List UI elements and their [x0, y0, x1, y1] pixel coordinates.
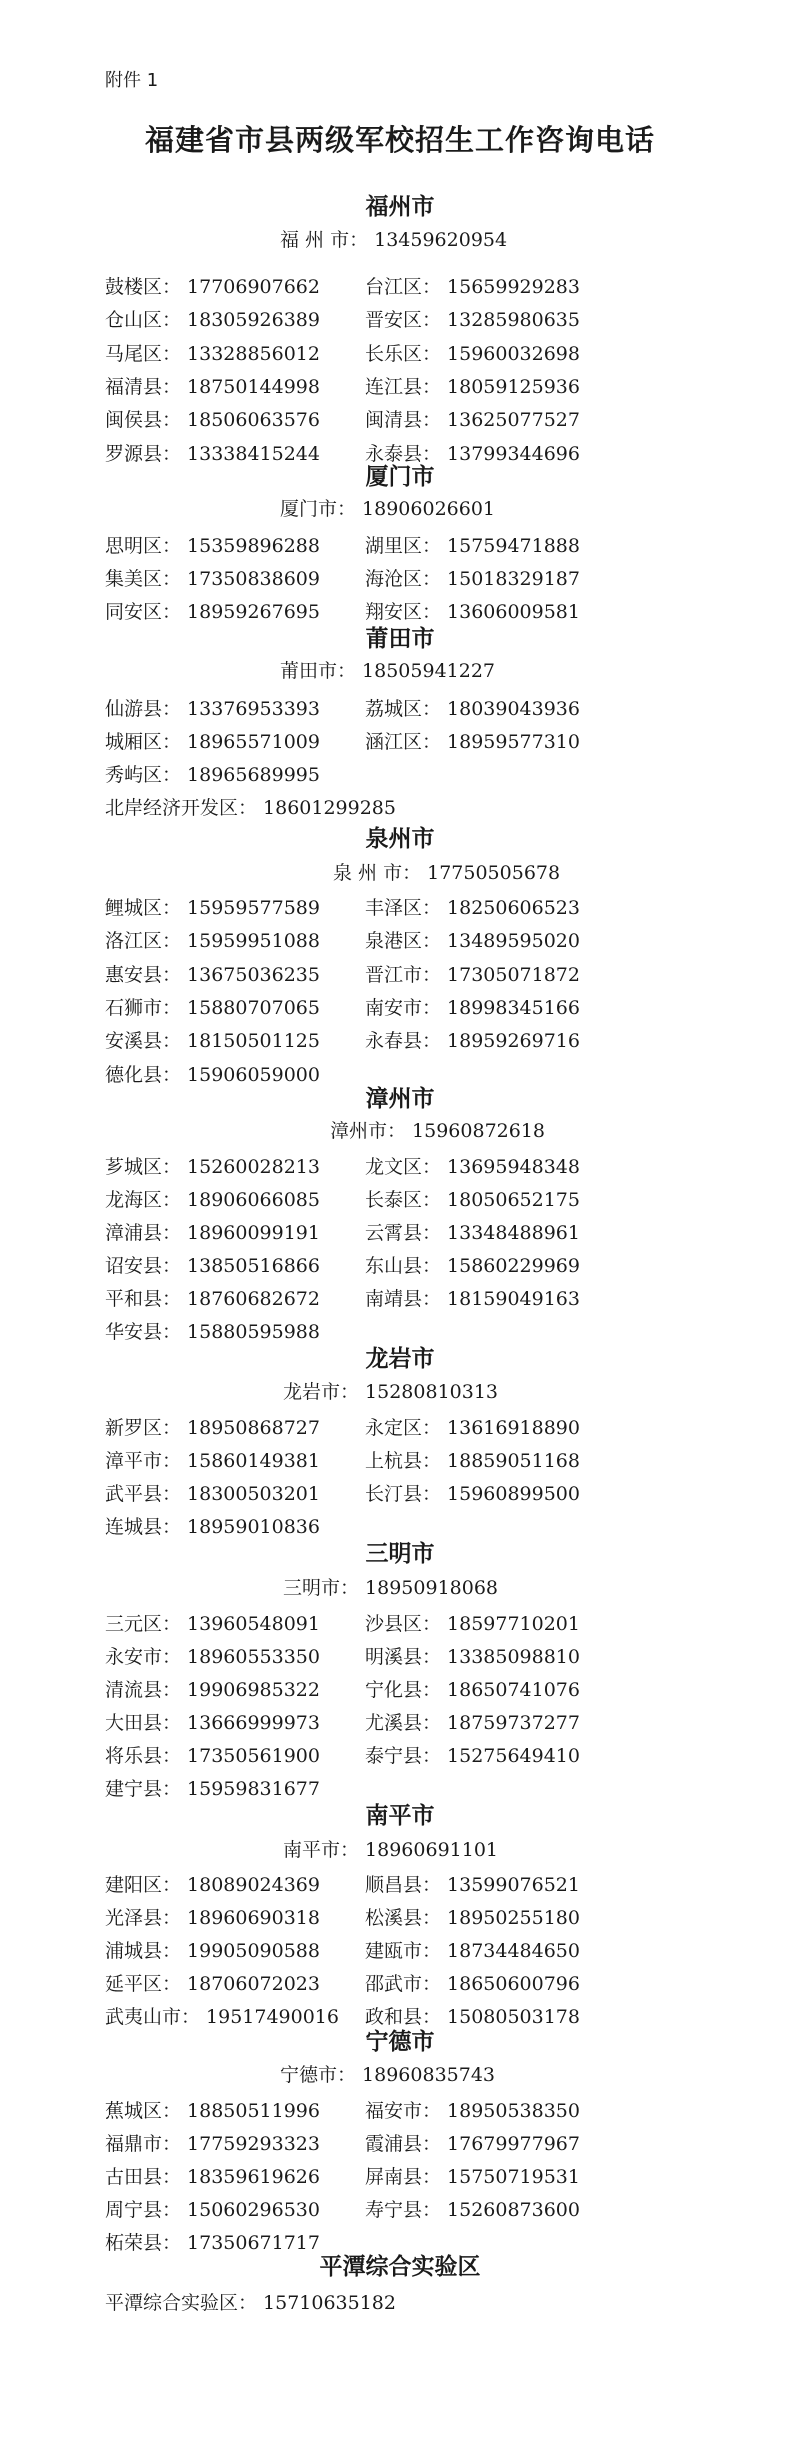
phone-number: 18760682672 [187, 1288, 320, 1310]
contact-entry [365, 926, 580, 953]
phone-number: 18359619626 [187, 2166, 320, 2188]
contact-entry [105, 2288, 396, 2315]
district-name: 平和县： [105, 1288, 182, 1310]
contact-entry [105, 405, 320, 432]
contact-entry [365, 1413, 580, 1440]
phone-number: 13348488961 [447, 1222, 580, 1244]
district-name: 武平县： [105, 1483, 182, 1505]
contact-entry [105, 960, 320, 987]
district-name: 晋江市： [365, 963, 442, 986]
district-name: 鼓楼区： [105, 276, 182, 298]
phone-number: 15906059000 [187, 1063, 320, 1086]
contact-entry [365, 1936, 580, 1963]
phone-number: 17305071872 [447, 963, 580, 986]
district-name: 秀屿区： [105, 764, 182, 786]
phone-number: 18706072023 [187, 1973, 320, 1995]
district-name: 三元区： [105, 1613, 182, 1635]
district-name: 永安市： [105, 1646, 182, 1668]
contact-entry [105, 372, 320, 399]
region-title: 平潭综合实验区 [319, 2253, 481, 2280]
contact-entry [365, 1251, 580, 1278]
phone-number: 18950255180 [447, 1907, 580, 1929]
city-phone-line: 漳州市： 15960872618 [330, 1120, 546, 1142]
district-name: 仓山区： [105, 309, 182, 332]
region-title: 福州市 [365, 193, 435, 220]
phone-number: 17679977967 [447, 2133, 580, 2155]
district-name: 台江区： [365, 276, 442, 298]
contact-entry [365, 1479, 580, 1506]
region-title: 南平市 [365, 1802, 435, 1829]
phone-number: 18506063576 [187, 409, 320, 432]
contact-entry [365, 1708, 580, 1735]
district-name: 龙海区： [105, 1189, 182, 1211]
district-name: 北岸经济开发区： [105, 797, 258, 819]
phone-number: 15260873600 [447, 2199, 580, 2221]
district-name: 周宁县： [105, 2199, 182, 2221]
district-name: 闽清县： [365, 409, 442, 432]
district-name: 蕉城区： [105, 2100, 182, 2122]
district-name: 长乐区： [365, 342, 442, 365]
contact-entry [105, 1251, 320, 1278]
phone-number: 17759293323 [187, 2133, 320, 2155]
contact-entry [105, 531, 320, 558]
region-title: 龙岩市 [365, 1345, 435, 1372]
district-name: 翔安区： [365, 601, 442, 623]
phone-number: 18750144998 [187, 375, 320, 398]
phone-number: 13666999973 [187, 1712, 320, 1734]
district-name: 寿宁县： [365, 2199, 442, 2221]
phone-number: 15960032698 [447, 342, 580, 365]
phone-number: 19517490016 [206, 2006, 339, 2028]
contact-entry [105, 1642, 320, 1669]
contact-entry [365, 1446, 580, 1473]
contact-entry [105, 893, 320, 920]
contact-entry [105, 727, 320, 754]
district-name: 安溪县： [105, 1030, 182, 1053]
contact-entry [105, 993, 320, 1020]
phone-number: 15710635182 [263, 2292, 396, 2314]
region-title: 漳州市 [365, 1085, 435, 1112]
phone-number: 18050652175 [447, 1189, 580, 1211]
phone-number: 18959010836 [187, 1516, 320, 1538]
phone-number: 13960548091 [187, 1613, 320, 1635]
district-name: 永泰县： [365, 442, 442, 465]
district-name: 尤溪县： [365, 1712, 442, 1734]
phone-number: 15959951088 [187, 930, 320, 953]
phone-number: 18965689995 [187, 764, 320, 786]
phone-number: 15880707065 [187, 996, 320, 1019]
contact-entry [105, 793, 396, 820]
phone-number: 18950538350 [447, 2100, 580, 2122]
phone-number: 18959267695 [187, 601, 320, 623]
district-name: 华安县： [105, 1321, 182, 1343]
phone-number: 18601299285 [263, 797, 396, 819]
phone-number: 18250606523 [447, 897, 580, 919]
phone-number: 17706907662 [187, 276, 320, 298]
district-name: 长汀县： [365, 1483, 442, 1505]
contact-entry [365, 564, 580, 591]
contact-entry [105, 1218, 320, 1245]
phone-number: 15759471888 [447, 535, 580, 557]
contact-entry [365, 1642, 580, 1669]
phone-number: 15275649410 [447, 1745, 580, 1767]
phone-number: 15659929283 [447, 276, 580, 298]
contact-entry [105, 1152, 320, 1179]
contact-entry [365, 1870, 580, 1897]
district-name: 思明区： [105, 535, 182, 557]
contact-entry [365, 405, 580, 432]
phone-number: 18039043936 [447, 698, 580, 720]
phone-number: 13376953393 [187, 698, 320, 720]
contact-entry [365, 993, 580, 1020]
phone-number: 13599076521 [447, 1874, 580, 1896]
phone-number: 13616918890 [447, 1417, 580, 1439]
phone-number: 19906985322 [187, 1679, 320, 1701]
district-name: 将乐县： [105, 1745, 182, 1767]
district-name: 柘荣县： [105, 2232, 182, 2254]
phone-number: 15060296530 [187, 2199, 320, 2221]
contact-entry [105, 1969, 320, 1996]
contact-entry [365, 960, 580, 987]
district-name: 漳浦县： [105, 1222, 182, 1244]
contact-entry [365, 727, 580, 754]
phone-number: 15080503178 [447, 2006, 580, 2028]
district-name: 龙文区： [365, 1156, 442, 1178]
phone-number: 13328856012 [187, 342, 320, 365]
phone-number: 15960899500 [447, 1483, 580, 1505]
contact-entry [105, 1609, 320, 1636]
phone-number: 13695948348 [447, 1156, 580, 1178]
district-name: 涵江区： [365, 731, 442, 753]
district-name: 新罗区： [105, 1417, 182, 1439]
contact-entry [105, 564, 320, 591]
region-title: 厦门市 [365, 463, 435, 490]
phone-number: 13606009581 [447, 601, 580, 623]
contact-entry [365, 1675, 580, 1702]
contact-entry [365, 2195, 580, 2222]
phone-number: 15750719531 [447, 2166, 580, 2188]
contact-entry [105, 926, 320, 953]
district-name: 洛江区： [105, 930, 182, 953]
district-name: 平潭综合实验区： [105, 2292, 258, 2314]
phone-number: 13489595020 [447, 930, 580, 953]
phone-number: 18950868727 [187, 1417, 320, 1439]
contact-entry [365, 305, 580, 332]
phone-number: 18859051168 [447, 1450, 580, 1472]
contact-entry [365, 1609, 580, 1636]
contact-entry [365, 1152, 580, 1179]
district-name: 漳平市： [105, 1450, 182, 1472]
attachment-label: 附件 1 [105, 70, 159, 91]
contact-entry [105, 1446, 320, 1473]
district-name: 屏南县： [365, 2166, 442, 2188]
district-name: 建宁县： [105, 1778, 182, 1800]
phone-number: 15018329187 [447, 568, 580, 590]
phone-number: 18759737277 [447, 1712, 580, 1734]
contact-entry [365, 893, 580, 920]
contact-entry [105, 2129, 320, 2156]
district-name: 仙游县： [105, 698, 182, 720]
phone-number: 18850511996 [187, 2100, 320, 2122]
phone-number: 13625077527 [447, 409, 580, 432]
contact-entry [365, 372, 580, 399]
contact-entry [365, 2129, 580, 2156]
phone-number: 15860229969 [447, 1255, 580, 1277]
district-name: 连江县： [365, 375, 442, 398]
district-name: 泉港区： [365, 930, 442, 953]
district-name: 泰宁县： [365, 1745, 442, 1767]
district-name: 沙县区： [365, 1613, 442, 1635]
district-name: 同安区： [105, 601, 182, 623]
district-name: 福安市： [365, 2100, 442, 2122]
district-name: 罗源县： [105, 442, 182, 465]
district-name: 永春县： [365, 1030, 442, 1053]
contact-entry [105, 2195, 320, 2222]
phone-number: 17350838609 [187, 568, 320, 590]
phone-number: 18965571009 [187, 731, 320, 753]
region-title: 三明市 [365, 1540, 435, 1567]
district-name: 政和县： [365, 2006, 442, 2028]
phone-number: 18089024369 [187, 1874, 320, 1896]
district-name: 光泽县： [105, 1907, 182, 1929]
district-name: 长泰区： [365, 1189, 442, 1211]
phone-number: 18059125936 [447, 375, 580, 398]
district-name: 闽侯县： [105, 409, 182, 432]
phone-number: 18960553350 [187, 1646, 320, 1668]
district-name: 鲤城区： [105, 897, 182, 919]
district-name: 芗城区： [105, 1156, 182, 1178]
district-name: 云霄县： [365, 1222, 442, 1244]
district-name: 马尾区： [105, 342, 182, 365]
city-phone-line: 南平市： 18960691101 [283, 1839, 499, 1861]
contact-entry [105, 1284, 320, 1311]
contact-entry [365, 1969, 580, 1996]
phone-number: 18597710201 [447, 1613, 580, 1635]
phone-number: 13285980635 [447, 309, 580, 332]
document-title: 福建省市县两级军校招生工作咨询电话 [144, 123, 655, 157]
contact-entry [105, 1413, 320, 1440]
city-phone-line: 福 州 市： 13459620954 [280, 229, 508, 251]
phone-number: 18959269716 [447, 1030, 580, 1053]
district-name: 城厢区： [105, 731, 182, 753]
contact-entry [105, 1870, 320, 1897]
phone-number: 15359896288 [187, 535, 320, 557]
region-title: 莆田市 [365, 625, 435, 652]
contact-entry [365, 1903, 580, 1930]
phone-number: 17350671717 [187, 2232, 320, 2254]
phone-number: 13850516866 [187, 1255, 320, 1277]
district-name: 霞浦县： [365, 2133, 442, 2155]
district-name: 大田县： [105, 1712, 182, 1734]
district-name: 上杭县： [365, 1450, 442, 1472]
contact-entry [105, 2096, 320, 2123]
phone-number: 13385098810 [447, 1646, 580, 1668]
district-name: 南安市： [365, 996, 442, 1019]
phone-number: 18734484650 [447, 1940, 580, 1962]
district-name: 荔城区： [365, 698, 442, 720]
phone-number: 13338415244 [187, 442, 320, 465]
contact-entry [105, 2162, 320, 2189]
district-name: 晋安区： [365, 309, 442, 332]
contact-entry [105, 1026, 320, 1053]
district-name: 建瓯市： [365, 1940, 442, 1962]
phone-number: 18960099191 [187, 1222, 320, 1244]
district-name: 海沧区： [365, 568, 442, 590]
phone-number: 17350561900 [187, 1745, 320, 1767]
contact-entry [365, 2162, 580, 2189]
city-phone-line: 莆田市： 18505941227 [280, 660, 496, 682]
district-name: 东山县： [365, 1255, 442, 1277]
contact-entry [365, 1026, 580, 1053]
region-title: 泉州市 [365, 825, 435, 852]
phone-number: 18300503201 [187, 1483, 320, 1505]
phone-number: 18305926389 [187, 309, 320, 332]
district-name: 永定区： [365, 1417, 442, 1439]
district-name: 集美区： [105, 568, 182, 590]
contact-entry [105, 272, 320, 299]
city-phone-line: 泉 州 市： 17750505678 [333, 862, 561, 884]
phone-number: 15880595988 [187, 1321, 320, 1343]
district-name: 古田县： [105, 2166, 182, 2188]
district-name: 延平区： [105, 1973, 182, 1995]
contact-entry [365, 1284, 580, 1311]
phone-number: 18960690318 [187, 1907, 320, 1929]
city-phone-line: 厦门市： 18906026601 [280, 498, 496, 520]
district-name: 德化县： [105, 1063, 182, 1086]
district-name: 惠安县： [105, 963, 182, 986]
city-phone-line: 龙岩市： 15280810313 [283, 1381, 499, 1403]
contact-entry [105, 1479, 320, 1506]
district-name: 建阳区： [105, 1874, 182, 1896]
phone-number: 18959577310 [447, 731, 580, 753]
district-name: 湖里区： [365, 535, 442, 557]
district-name: 宁化县： [365, 1679, 442, 1701]
phone-number: 15959577589 [187, 897, 320, 919]
phone-number: 18650741076 [447, 1679, 580, 1701]
contact-entry [105, 1741, 320, 1768]
district-name: 诏安县： [105, 1255, 182, 1277]
contact-entry [365, 2096, 580, 2123]
phone-number: 15260028213 [187, 1156, 320, 1178]
contact-entry [105, 1708, 320, 1735]
district-name: 顺昌县： [365, 1874, 442, 1896]
contact-entry [365, 531, 580, 558]
district-name: 松溪县： [365, 1907, 442, 1929]
phone-number: 18650600796 [447, 1973, 580, 1995]
district-name: 福鼎市： [105, 2133, 182, 2155]
phone-number: 18998345166 [447, 996, 580, 1019]
phone-number: 18150501125 [187, 1030, 320, 1053]
contact-entry [105, 305, 320, 332]
district-name: 福清县： [105, 375, 182, 398]
city-phone-line: 三明市： 18950918068 [283, 1577, 499, 1599]
district-name: 石狮市： [105, 996, 182, 1019]
district-name: 邵武市： [365, 1973, 442, 1995]
contact-entry [365, 694, 580, 721]
contact-entry [105, 1675, 320, 1702]
contact-entry [105, 694, 320, 721]
phone-number: 18159049163 [447, 1288, 580, 1310]
contact-entry [365, 1741, 580, 1768]
contact-entry [105, 339, 320, 366]
district-name: 连城县： [105, 1516, 182, 1538]
phone-number: 15860149381 [187, 1450, 320, 1472]
phone-number: 15959831677 [187, 1778, 320, 1800]
phone-number: 13675036235 [187, 963, 320, 986]
district-name: 明溪县： [365, 1646, 442, 1668]
district-name: 武夷山市： [105, 2006, 201, 2028]
district-name: 浦城县： [105, 1940, 182, 1962]
district-name: 南靖县： [365, 1288, 442, 1310]
contact-entry [365, 272, 580, 299]
district-name: 清流县： [105, 1679, 182, 1701]
contact-entry [105, 1903, 320, 1930]
contact-entry [365, 1218, 580, 1245]
city-phone-line: 宁德市： 18960835743 [280, 2064, 496, 2086]
region-title: 宁德市 [365, 2028, 435, 2055]
contact-entry [365, 339, 580, 366]
contact-entry [105, 1185, 320, 1212]
contact-entry [105, 760, 320, 787]
phone-number: 13799344696 [447, 442, 580, 465]
contact-entry [105, 1936, 320, 1963]
district-name: 丰泽区： [365, 897, 442, 919]
contact-entry [365, 1185, 580, 1212]
phone-number: 18906066085 [187, 1189, 320, 1211]
phone-number: 19905090588 [187, 1940, 320, 1962]
